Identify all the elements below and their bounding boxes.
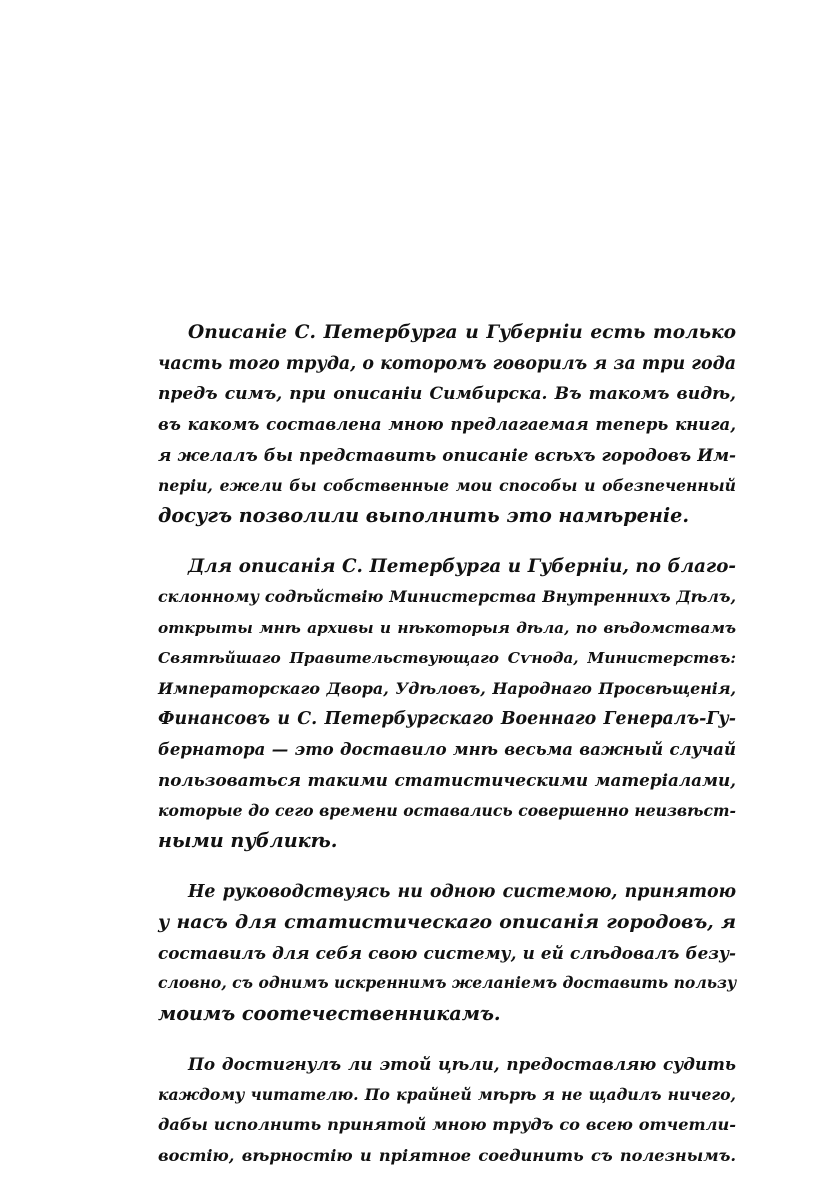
text-line: востію, вѣрностію и пріятное соединить съ полезнымъ.	[158, 1145, 736, 1165]
text-line: открыты мнѣ архивы и нѣкоторыя дѣла, по вѣдомствамъ	[158, 618, 736, 637]
text-line: Описаніе С. Петербурга и Губерніи есть только	[188, 322, 736, 343]
text-line: словно, съ однимъ искреннимъ желаніемъ доставить пользу	[158, 973, 737, 992]
text-line: составилъ для себя свою систему, и ей слѣдовалъ безу-	[158, 942, 736, 963]
text-line: дабы исполнить принятой мною трудъ со всею отчетли-	[158, 1115, 736, 1134]
paragraph-4	[158, 1049, 736, 1171]
paragraph-3	[158, 877, 736, 1030]
text-line: каждому читателю. По крайней мѣрѣ я не щадилъ ничего,	[158, 1084, 736, 1104]
text-line: я желалъ бы представить описаніе всѣхъ городовъ Им-	[158, 445, 736, 465]
text-line: періи, ежели бы собственные мои способы и обезпеченный	[158, 475, 736, 495]
text-line: пользоваться такими статистическими матеріалами,	[158, 770, 736, 790]
paragraph-2	[158, 552, 736, 857]
text-line: досугъ позволили выполнить это намѣреніе.	[158, 504, 690, 527]
paragraph-1	[158, 318, 736, 532]
text-line: ными публикѣ.	[158, 829, 338, 852]
text-line: Святѣйшаго Правительствующаго Сѵнода, Министерствъ:	[158, 649, 736, 667]
text-line: Для описанія С. Петербурга и Губерніи, по благо-	[188, 555, 736, 577]
text-line: у насъ для статистическаго описанія городовъ, я	[158, 911, 736, 933]
text-line: склонному содѣйствію Министерства Внутреннихъ Дѣлъ,	[158, 587, 736, 606]
text-line: предъ симъ, при описаніи Симбирска. Въ такомъ видѣ,	[158, 384, 736, 404]
text-line: Императорскаго Двора, Удѣловъ, Народнаго Просвѣщенія,	[158, 678, 736, 698]
text-line: Не руководствуясь ни одною системою, принятою	[188, 881, 736, 902]
text-line: которые до сего времени оставались совершенно неизвѣст-	[158, 800, 736, 820]
document-page	[158, 318, 736, 1191]
text-line: Финансовъ и С. Петербургскаго Военнаго Генералъ-Гу-	[158, 709, 736, 729]
text-line: въ какомъ составлена мною предлагаемая теперь книга,	[158, 414, 736, 434]
text-line: бернатора — это доставило мнѣ весьма важный случай	[158, 739, 736, 759]
text-line: По достигнулъ ли этой цѣли, предоставляю судить	[188, 1054, 736, 1074]
text-line: моимъ соотечественникамъ.	[158, 1001, 501, 1025]
text-line: часть того труда, о которомъ говорилъ я за три года	[158, 353, 736, 374]
